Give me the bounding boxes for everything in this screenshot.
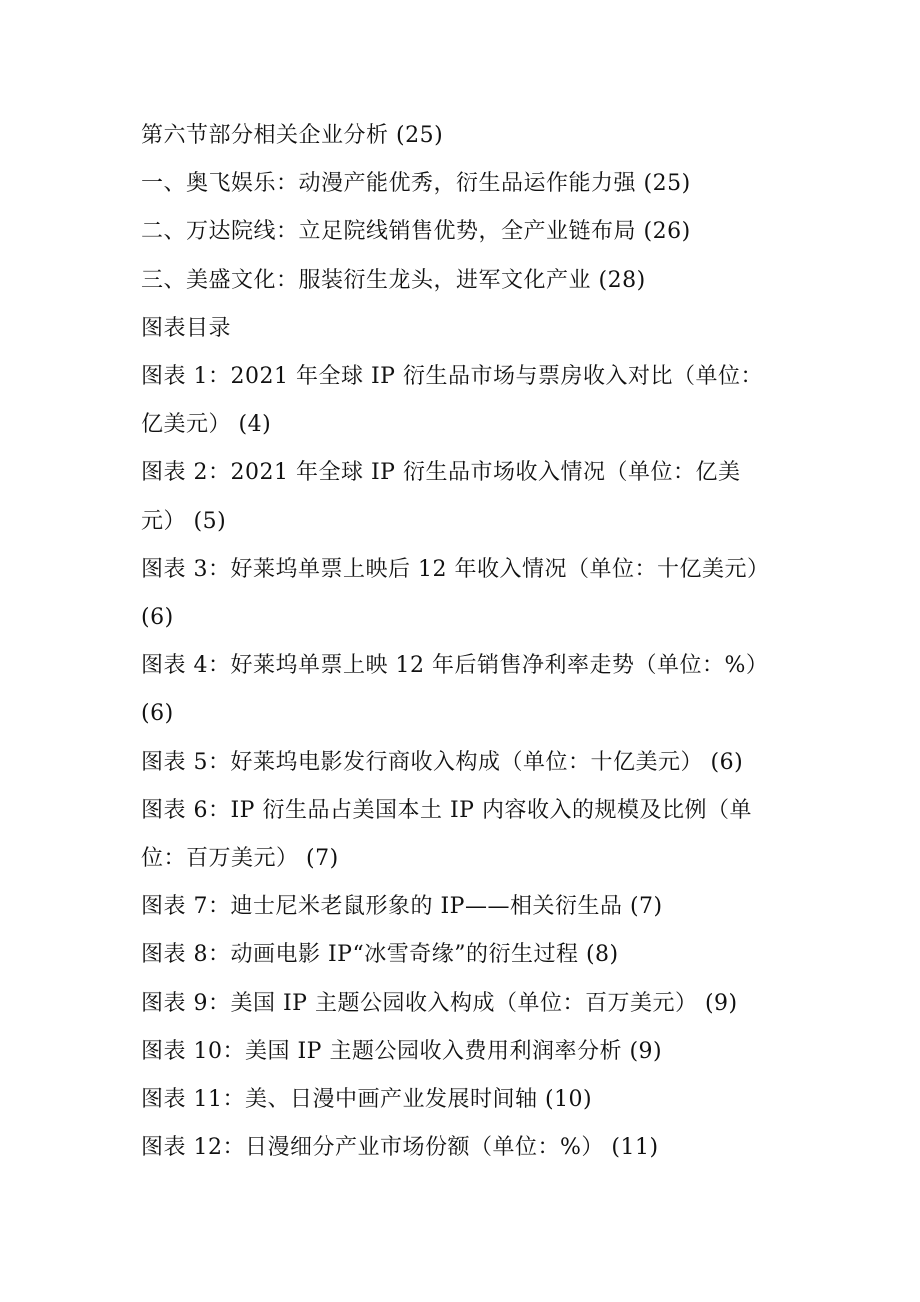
toc-entry-figure-5: 图表 5：好莱坞电影发行商收入构成（单位：十亿美元） (6) [141, 749, 744, 775]
toc-entry-figure-3: 图表 3：好莱坞单票上映后 12 年收入情况（单位：十亿美元） [141, 556, 770, 582]
toc-entry-figure-9: 图表 9：美国 IP 主题公园收入构成（单位：百万美元） (9) [141, 990, 738, 1016]
toc-entry-wanda-cinema: 二、万达院线：立足院线销售优势，全产业链布局 (26) [141, 219, 691, 245]
toc-entry-figure-12: 图表 12：日漫细分产业市场份额（单位：%） (11) [141, 1135, 659, 1161]
toc-entry-figure-11: 图表 11：美、日漫中画产业发展时间轴 (10) [141, 1087, 593, 1113]
figure-list-heading: 图表目录 [141, 315, 232, 341]
toc-entry-figure-7: 图表 7：迪士尼米老鼠形象的 IP——相关衍生品 (7) [141, 894, 663, 920]
toc-entry-figure-4: 图表 4：好莱坞单票上映 12 年后销售净利率走势（单位：%） [141, 653, 769, 679]
toc-entry-alpha-group: 一、奥飞娱乐：动漫产能优秀，衍生品运作能力强 (25) [141, 171, 691, 197]
toc-entry-figure-3-cont: (6) [141, 605, 174, 631]
toc-entry-figure-10: 图表 10：美国 IP 主题公园收入费用利润率分析 (9) [141, 1038, 663, 1064]
toc-entry-figure-8: 图表 8：动画电影 IP“冰雪奇缘”的衍生过程 (8) [141, 942, 619, 968]
toc-entry-figure-2: 图表 2：2021 年全球 IP 衍生品市场收入情况（单位：亿美 [141, 460, 741, 486]
toc-entry-figure-2-cont: 元） (5) [141, 508, 227, 534]
toc-entry-section-6: 第六节部分相关企业分析 (25) [141, 123, 444, 148]
toc-entry-meisheng-culture: 三、美盛文化：服装衍生龙头，进军文化产业 (28) [141, 267, 646, 293]
toc-entry-figure-6-cont: 位：百万美元） (7) [141, 846, 339, 872]
toc-entry-figure-1: 图表 1：2021 年全球 IP 衍生品市场与票房收入对比（单位： [141, 364, 763, 390]
toc-entry-figure-4-cont: (6) [141, 701, 174, 727]
toc-entry-figure-6: 图表 6：IP 衍生品占美国本土 IP 内容收入的规模及比例（单 [141, 797, 752, 823]
toc-entry-figure-1-cont: 亿美元） (4) [141, 412, 272, 438]
table-of-contents [141, 112, 821, 1172]
